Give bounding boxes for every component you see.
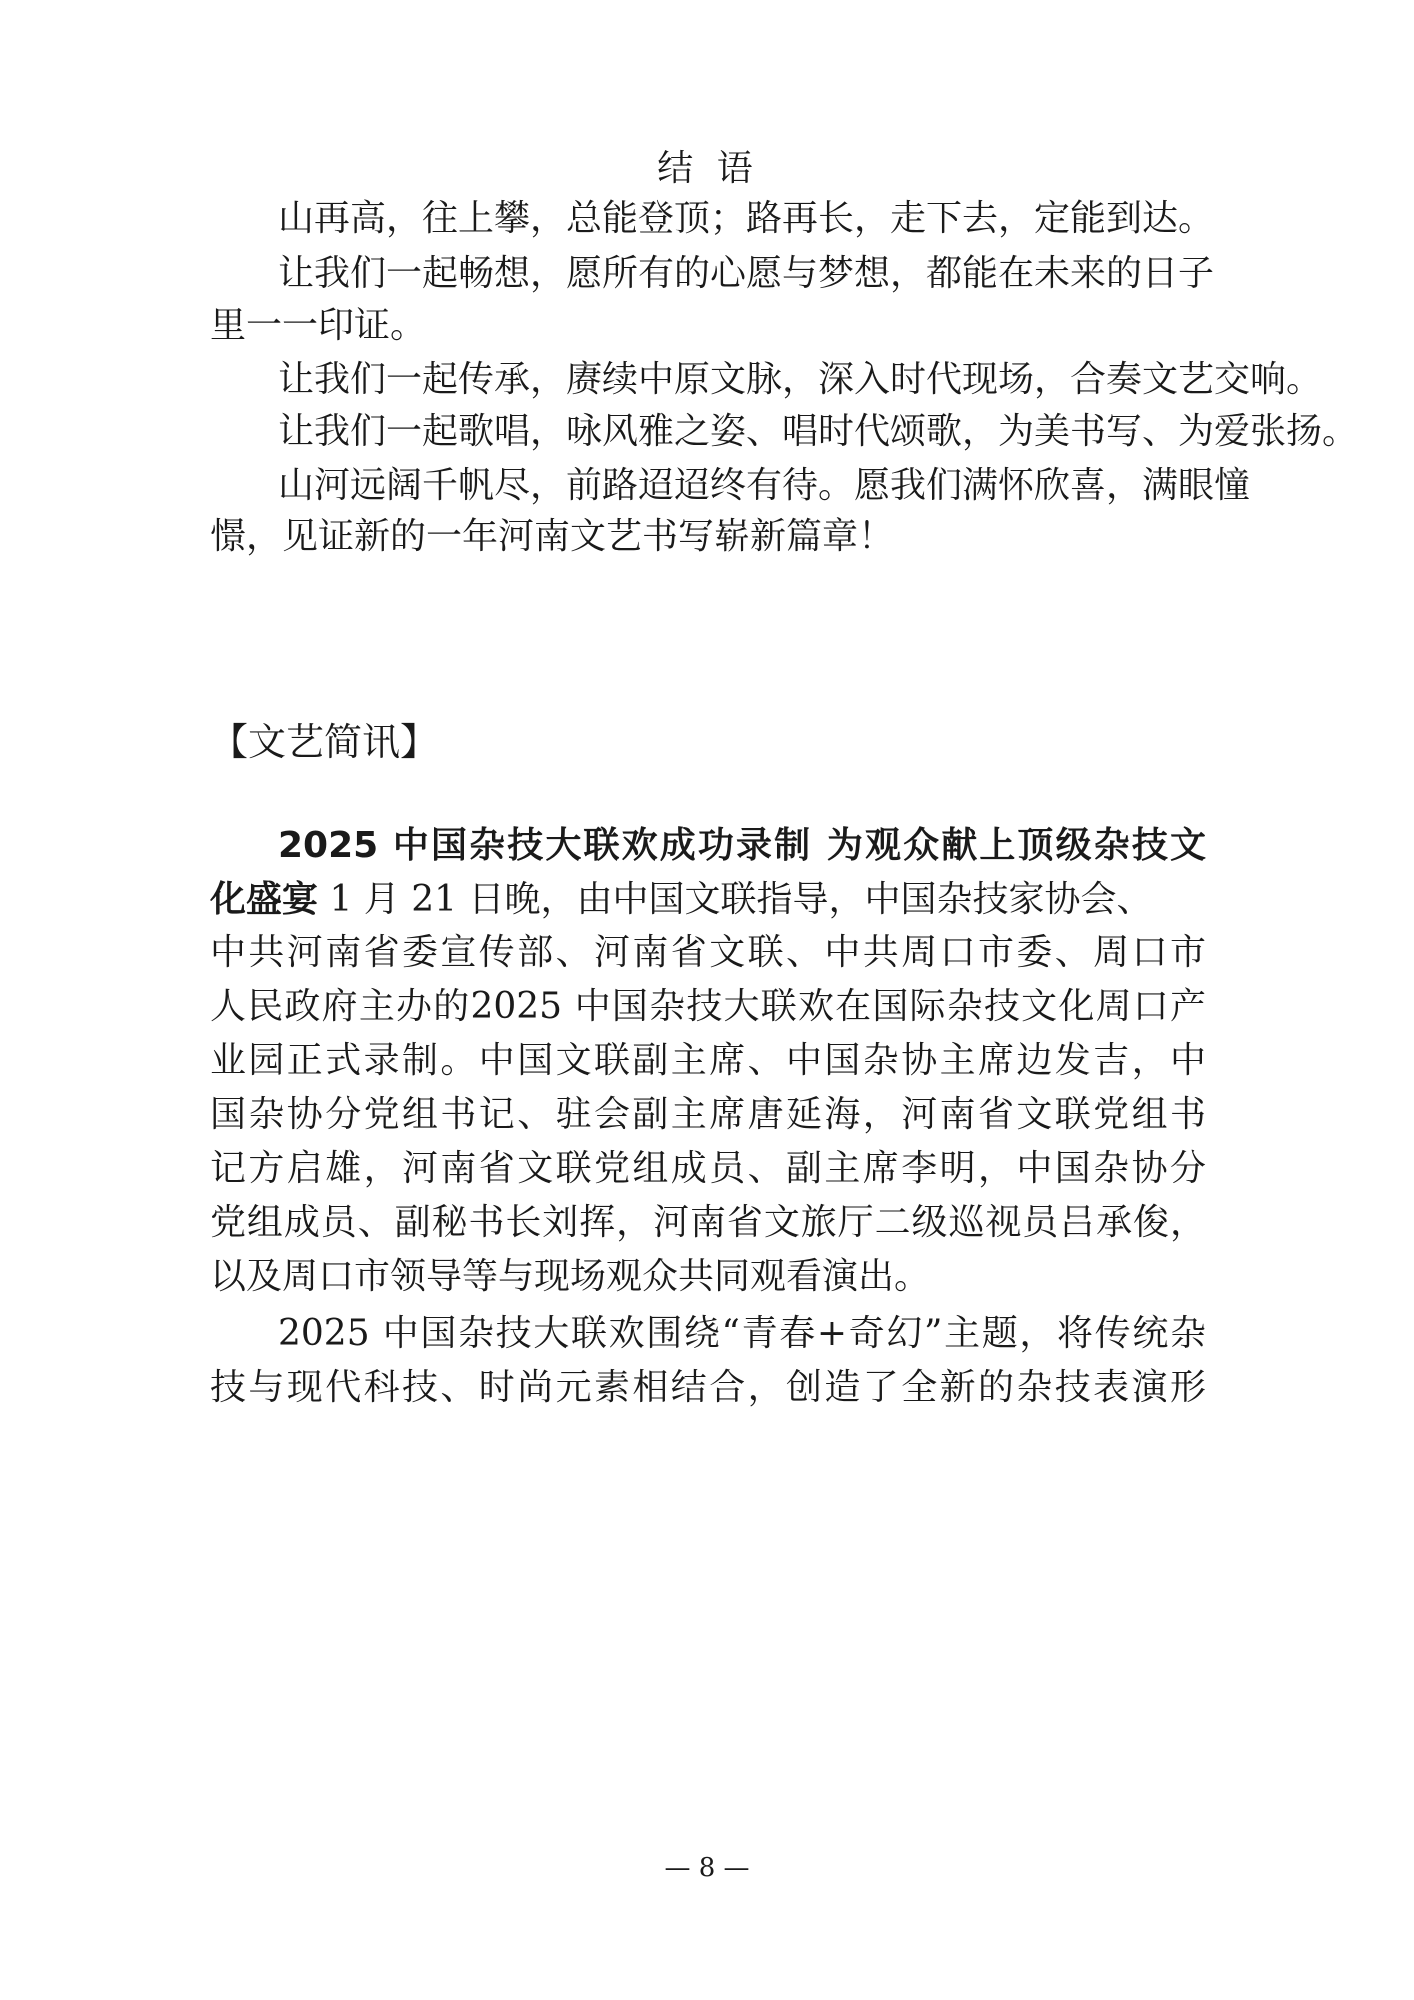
news-headline-line-1: 2025 中国杂技大联欢成功录制 为观众献上顶级杂技文 [278, 825, 1206, 866]
conclusion-paragraph-1: 山再高，往上攀，总能登顶；路再长，走下去，定能到达。 [278, 198, 1215, 239]
news-body-line: 人民政府主办的2025 中国杂技大联欢在国际杂技文化周口产 [210, 986, 1206, 1027]
conclusion-paragraph-3: 让我们一起传承，赓续中原文脉，深入时代现场，合奏文艺交响。 [278, 359, 1323, 400]
news-body-line: 记方启雄，河南省文联党组成员、副主席李明，中国杂协分 [210, 1148, 1206, 1189]
news-body-line: 国杂协分党组书记、驻会副主席唐延海，河南省文联党组书 [210, 1094, 1206, 1135]
conclusion-paragraph-4: 让我们一起歌唱，咏风雅之姿、唱时代颂歌，为美书写、为爱张扬。 [278, 411, 1359, 452]
conclusion-paragraph-5-line-2: 憬，见证新的一年河南文艺书写崭新篇章！ [210, 516, 895, 557]
page-number: — 8 — [664, 1853, 750, 1883]
news-paragraph-2-line: 技与现代科技、时尚元素相结合，创造了全新的杂技表演形 [210, 1367, 1206, 1408]
news-body-line: 以及周口市领导等与现场观众共同观看演出。 [210, 1256, 931, 1297]
document-page [210, 0, 1359, 2000]
news-headline-line-2 [210, 876, 1206, 924]
section-label-arts-news: 【文艺简讯】 [210, 720, 439, 764]
news-body-line: 党组成员、副秘书长刘挥，河南省文旅厅二级巡视员吕承俊， [210, 1202, 1206, 1243]
news-headline-end: 化盛宴 [210, 879, 319, 920]
conclusion-paragraph-5-line-1: 山河远阔千帆尽，前路迢迢终有待。愿我们满怀欣喜，满眼憧 [278, 465, 1251, 506]
news-body-line: 业园正式录制。中国文联副主席、中国杂协主席边发吉，中 [210, 1040, 1206, 1081]
conclusion-title: 结 语 [657, 148, 759, 189]
news-paragraph-2-line: 2025 中国杂技大联欢围绕“青春+奇幻”主题，将传统杂 [278, 1313, 1206, 1354]
conclusion-paragraph-2-line-2: 里一一印证。 [210, 305, 427, 346]
news-body-line: 中共河南省委宣传部、河南省文联、中共周口市委、周口市 [210, 932, 1206, 973]
conclusion-paragraph-2-line-1: 让我们一起畅想，愿所有的心愿与梦想，都能在未来的日子 [278, 253, 1215, 294]
news-lead-start: 1 月 21 日晚，由中国文联指导，中国杂技家协会、 [318, 879, 1153, 920]
